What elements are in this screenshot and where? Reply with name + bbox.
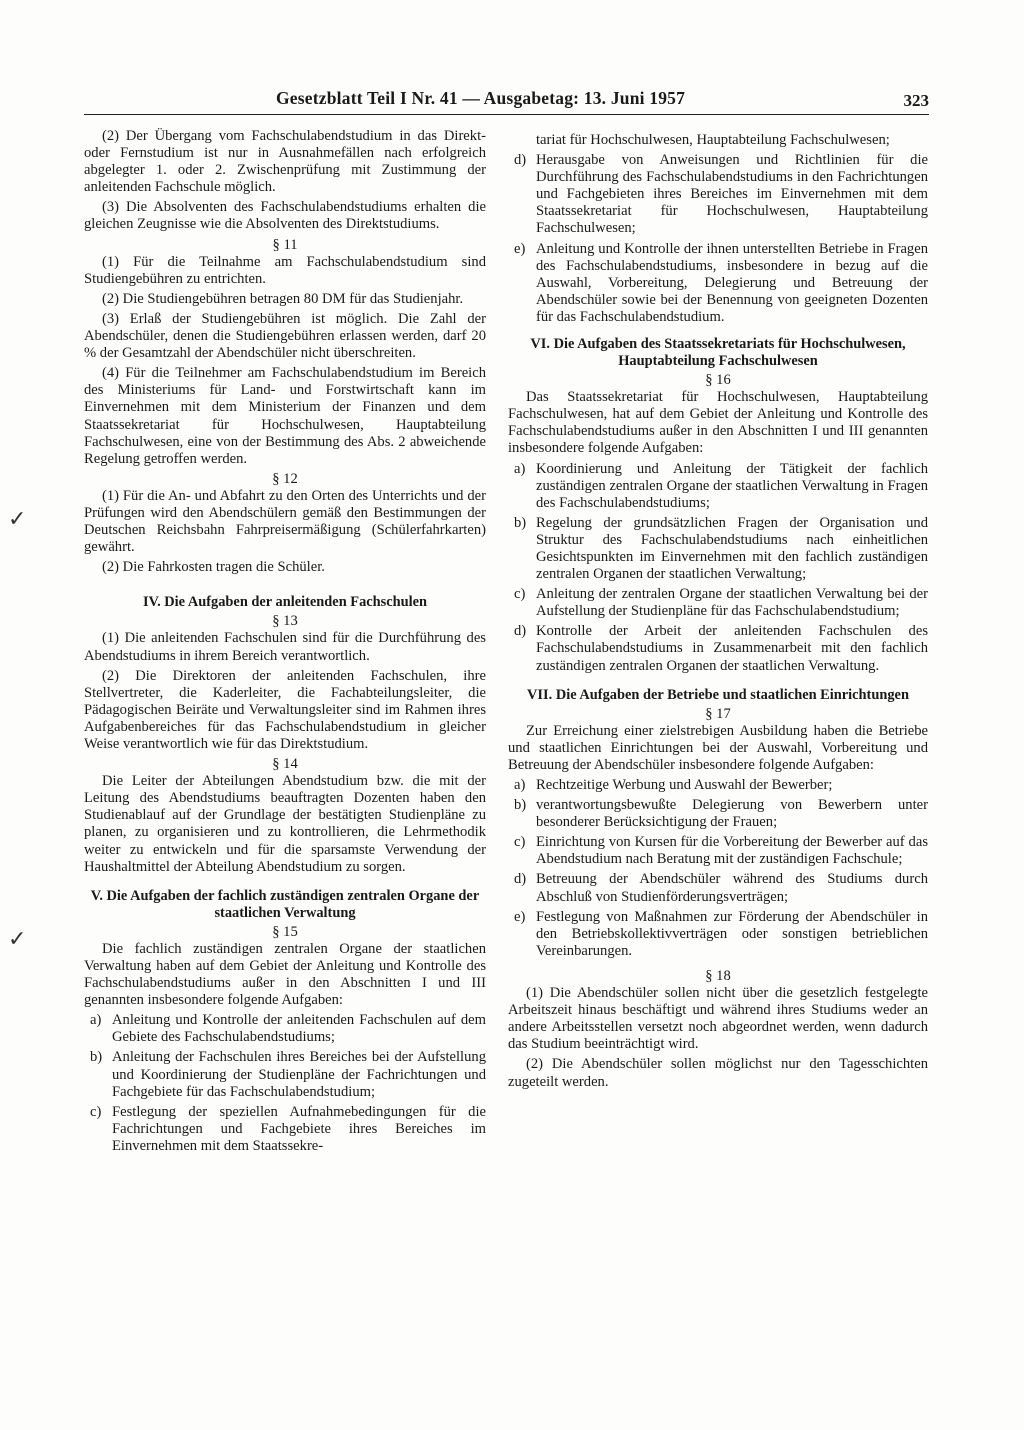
section-heading-iv: IV. Die Aufgaben der anleitenden Fachschulen — [142, 594, 428, 611]
list-item-label: d) — [514, 871, 527, 888]
list-item-label: a) — [514, 777, 526, 793]
list-item — [514, 834, 928, 868]
list-item-label: b) — [90, 1049, 103, 1066]
paragraph: (2) Der Übergang vom Fachschulabendstudium in das Direkt- oder Fernstudium ist nur in Ausnahmefällen nach erfolgreich abgelegter 1. oder 2. Zwischenprüfung mit Zustimmung der anleitenden Fachschule möglich. — [84, 128, 486, 196]
list-item — [90, 1012, 486, 1046]
paragraph: (1) Für die Teilnahme am Fachschulabendstudium sind Studiengebühren zu entrichten. — [84, 253, 486, 287]
list-item — [90, 1049, 486, 1100]
list-item — [514, 461, 928, 512]
list-item — [514, 241, 928, 326]
paragraph: Die fachlich zuständigen zentralen Organe der staatlichen Verwaltung haben auf dem Gebiet der Anleitung und Kontrolle des Fachschulabendstudiums außer in den Abschnitten I und III genannten insbesondere folgende Aufgaben: — [84, 940, 486, 1009]
list-item-label: c) — [90, 1103, 102, 1120]
section-sign-17: § 17 — [705, 705, 731, 722]
section-sign-16: § 16 — [705, 372, 731, 389]
section-heading-vi: VI. Die Aufgaben des Staatssekretariats für Hochschulwesen, Hauptabteilung Fachschulwesen — [530, 336, 906, 370]
list-item-text: Anleitung der Fachschulen ihres Bereiches bei der Aufstellung und Koordinierung der Studienpläne der Fachrichtungen und Fachgebiete für das Fachschulabendstudium; — [112, 1049, 486, 1100]
list-item-label: d) — [514, 152, 527, 169]
list-item-label: e) — [514, 908, 526, 925]
list-item — [514, 586, 928, 620]
paragraph: (1) Die Abendschüler sollen nicht über die gesetzlich festgelegte Arbeitszeit hinaus beschäftigt und während ihres Studiums weder an andere Arbeitsstellen versetzt noch abgeordnet werden, wenn dadurch das Studium beeinträchtigt wird. — [508, 985, 928, 1053]
paragraph: (2) Die Abendschüler sollen möglichst nur den Tagesschichten zugeteilt werden. — [508, 1056, 928, 1090]
list-item-label: c) — [514, 834, 526, 851]
list-item-text: Einrichtung von Kursen für die Vorbereitung der Bewerber auf das Abendstudium nach Beratung mit der zuständigen Fachschule; — [536, 834, 928, 868]
left-column — [84, 128, 486, 1158]
section-sign-18: § 18 — [705, 967, 731, 984]
section-sign-12: § 12 — [272, 470, 298, 487]
list-item-label: b) — [514, 797, 527, 814]
paragraph: (1) Für die An- und Abfahrt zu den Orten des Unterrichts und der Prüfungen wird den Abendschülern gemäß den Bestimmungen der Deutschen Reichsbahn Fahrpreisermäßigung (Schülerfahrkarten) gewährt. — [84, 487, 486, 556]
list-item — [514, 623, 928, 674]
gazette-header-title: Gesetzblatt Teil I Nr. 41 — Ausgabetag: 13. Juni 1957 — [276, 88, 686, 108]
section-sign-14: § 14 — [272, 756, 298, 773]
paragraph: Die Leiter der Abteilungen Abendstudium bzw. die mit der Leitung des Abendstudiums beauftragten Dozenten haben den Studienablauf auf der Grundlage der bestätigten Studienpläne zu planen, zu organisieren und zu kontrollieren, die Lehrmethodik weiter zu entwickeln und für die sparsamste Verwendung der Haushaltmittel der Abteilung Abendstudium zu sorgen. — [84, 773, 486, 875]
list-item — [514, 909, 928, 960]
page-number: 323 — [903, 91, 929, 110]
paragraph: (3) Erlaß der Studiengebühren ist möglich. Die Zahl der Abendschüler, denen die Studiengebühren erlassen werden, darf 20 % der Gesamtzahl der Abendschüler nicht überschreiten. — [84, 310, 486, 362]
list-item — [90, 1104, 486, 1155]
paragraph: (1) Die anleitenden Fachschulen sind für die Durchführung des Abendstudiums in ihrem Bereich verantwortlich. — [84, 630, 486, 664]
list-item-text: Festlegung von Maßnahmen zur Förderung der Abendschüler in den Betriebskollektivverträgen oder sonstigen betrieblichen Vereinbarungen. — [536, 908, 928, 959]
list-item-continuation — [514, 132, 928, 149]
paragraph: Zur Erreichung einer zielstrebigen Ausbildung haben die Betriebe und staatlichen Einrichtungen bei der Auswahl, Vorbereitung und Betreuung der Abendschüler insbesondere folgende Aufgaben: — [508, 722, 928, 773]
list-item-label: b) — [514, 514, 527, 531]
list-item-text: verantwortungsbewußte Delegierung von Bewerbern unter besonderer Berücksichtigung der Frauen; — [536, 797, 928, 831]
section-heading-vii: VII. Die Aufgaben der Betriebe und staatlichen Einrichtungen — [527, 686, 909, 703]
list-item-text: Kontrolle der Arbeit der anleitenden Fachschulen des Fachschulabendstudiums in Zusammenarbeit mit den fachlich zuständigen zentralen Organen der staatlichen Verwaltung. — [536, 623, 928, 674]
list-item-text: Rechtzeitige Werbung und Auswahl der Bewerber; — [536, 777, 833, 793]
list-item-text: Anleitung der zentralen Organe der staatlichen Verwaltung bei der Aufstellung der Studienpläne für das Fachschulabendstudium; — [536, 586, 928, 620]
paragraph: (2) Die Fahrkosten tragen die Schüler. — [102, 559, 325, 576]
section-sign-15: § 15 — [272, 923, 298, 940]
list-item-text: Regelung der grundsätzlichen Fragen der Organisation und Struktur des Fachschulabendstudiums nach einheitlichen Gesichtspunkten im Einvernehmen mit den fachlich zuständigen zentralen Organen der staatlichen Verwaltung; — [536, 514, 928, 583]
list-item-label: d) — [514, 623, 527, 640]
list-item — [514, 515, 928, 583]
section-sign-13: § 13 — [272, 613, 298, 630]
page-header — [84, 84, 929, 115]
paragraph: (2) Die Direktoren der anleitenden Fachschulen, ihre Stellvertreter, die Kaderleiter, die Fachabteilungsleiter, die Pädagogischen Beiräte und Verwaltungsleiter sind im Rahmen ihres Aufgabenbereiches für das Fachschulabendstudium in gleicher Weise verantwortlich wie für das Direktstudium. — [84, 667, 486, 752]
list-item-label: a) — [514, 460, 526, 477]
list-item-label: a) — [90, 1012, 102, 1029]
list-item — [514, 152, 928, 237]
margin-pencil-mark: ✓ — [8, 506, 27, 531]
list-item-text: Anleitung und Kontrolle der ihnen unterstellten Betriebe in Fragen des Fachschulabendstudiums, insbesondere in bezug auf die Auswahl, Vorbereitung, Delegierung und Betreuung der Abendschüler sowie bei der Benennung von geeigneten Dozenten für das Fachschulabendstudium. — [536, 240, 928, 325]
right-column — [508, 132, 928, 1094]
paragraph: (4) Für die Teilnehmer am Fachschulabendstudium im Bereich des Ministeriums für Land- und Forstwirtschaft kann im Einvernehmen mit dem Ministerium der Finanzen und dem Staatssekretariat für Hochschulwesen, Hauptabteilung Fachschulwesen, eine von der Bestimmung des Abs. 2 abweichende Regelung getroffen werden. — [84, 365, 486, 467]
list-item-text: tariat für Hochschulwesen, Hauptabteilung Fachschulwesen; — [536, 132, 890, 148]
section-sign-11: § 11 — [272, 236, 298, 253]
list-item-text: Anleitung und Kontrolle der anleitenden Fachschulen auf dem Gebiete des Fachschulabendstudiums; — [112, 1012, 486, 1046]
paragraph: (3) Die Absolventen des Fachschulabendstudiums erhalten die gleichen Zeugnisse wie die Absolventen des Direktstudiums. — [84, 199, 486, 233]
list-item — [514, 777, 928, 794]
list-item — [514, 871, 928, 905]
list-item-text: Herausgabe von Anweisungen und Richtlinien für die Durchführung des Fachschulabendstudiums in den Fachrichtungen und Fachgebieten ihres Bereiches im Einvernehmen mit dem Staatssekretariat für Hochschulwesen, Hauptabteilung Fachschulwesen; — [536, 152, 928, 237]
paragraph: (2) Die Studiengebühren betragen 80 DM für das Studienjahr. — [102, 290, 464, 307]
section-heading-v: V. Die Aufgaben der fachlich zuständigen zentralen Organe der staatlichen Verwaltung — [90, 887, 480, 921]
list-item-text: Koordinierung und Anleitung der Tätigkeit der fachlich zuständigen zentralen Organe der staatlichen Verwaltung in Fragen des Fachschulabendstudiums; — [536, 460, 928, 511]
list-item — [514, 797, 928, 831]
list-item-text: Betreuung der Abendschüler während des Studiums durch Abschluß von Studienförderungsverträgen; — [536, 871, 928, 905]
list-item-text: Festlegung der speziellen Aufnahmebedingungen für die Fachrichtungen und Fachgebiete ihres Bereiches im Einvernehmen mit dem Staatssekre- — [112, 1103, 486, 1154]
list-item-label: e) — [514, 240, 526, 257]
list-item-label: c) — [514, 586, 526, 603]
paragraph: Das Staatssekretariat für Hochschulwesen, Hauptabteilung Fachschulwesen, hat auf dem Gebiet der Anleitung und Kontrolle des Fachschulabendstudiums außer in den Abschnitten I und III genannten insbesondere folgende Aufgaben: — [508, 389, 928, 457]
margin-pencil-mark: ✓ — [8, 926, 27, 951]
